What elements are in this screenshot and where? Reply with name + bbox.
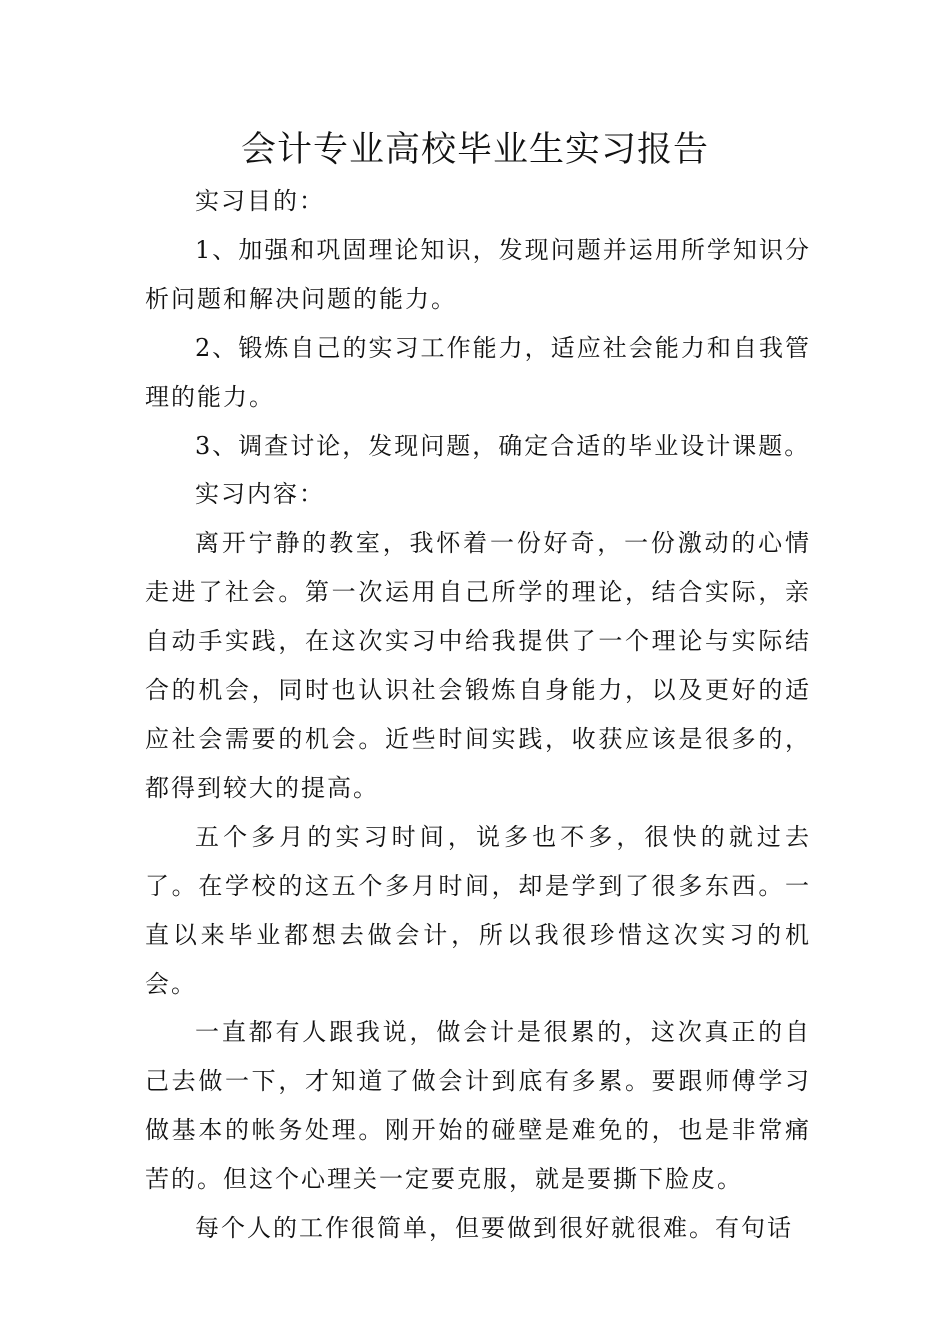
content-paragraph: 一直都有人跟我说，做会计是很累的，这次真正的自己去做一下，才知道了做会计到底有多累。要跟师傅学习做基本的帐务处理。刚开始的碰壁是难免的，也是非常痛苦的。但这个心理关一定要克服，就是要撕下脸皮。 [145, 1018, 811, 1194]
section-heading-purpose: 实习目的： [195, 187, 325, 215]
document-title: 会计专业高校毕业生实习报告 [240, 130, 709, 170]
purpose-item-3: 3、调查讨论，发现问题，确定合适的毕业设计课题。 [195, 431, 811, 460]
document-body [145, 177, 811, 1253]
purpose-item-2: 2、锻炼自己的实习工作能力，适应社会能力和自我管理的能力。 [145, 333, 811, 411]
section-heading-content: 实习内容： [195, 480, 325, 509]
content-paragraph: 每个人的工作很简单，但要做到很好就很难。有句话 [195, 1214, 793, 1243]
purpose-item-1: 1、加强和巩固理论知识，发现问题并运用所学知识分析问题和解决问题的能力。 [145, 235, 811, 313]
content-paragraph: 五个多月的实习时间，说多也不多，很快的就过去了。在学校的这五个多月时间，却是学到了很多东西。一直以来毕业都想去做会计，所以我很珍惜这次实习的机会。 [145, 822, 811, 998]
content-paragraph: 离开宁静的教室，我怀着一份好奇，一份激动的心情走进了社会。第一次运用自己所学的理论，结合实际，亲自动手实践，在这次实习中给我提供了一个理论与实际结合的机会，同时也认识社会锻炼自身能力，以及更好的适应社会需要的机会。近些时间实践，收获应该是很多的，都得到较大的提高。 [145, 529, 811, 802]
